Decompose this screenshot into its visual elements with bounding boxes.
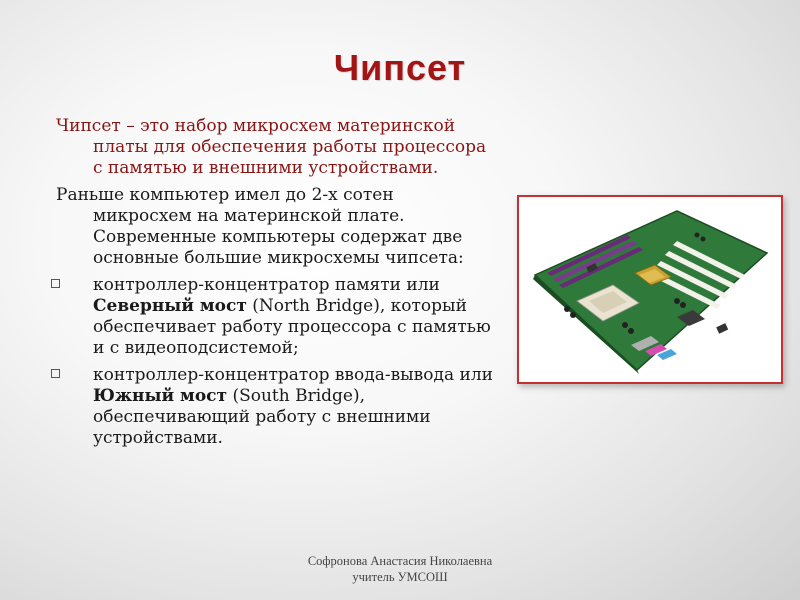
motherboard-image xyxy=(517,195,783,384)
slide-title: Чипсет xyxy=(333,47,467,88)
definition-paragraph: Чипсет – это набор микросхем материнской платы для обеспечения работы процессора с памятью и внешними устройствами. xyxy=(56,116,487,178)
bullet-text-before: контроллер-концентратор памяти или xyxy=(93,275,440,295)
bullet-text-before: контроллер-концентратор ввода-вывода или xyxy=(93,365,493,385)
bullet-bold-term: Южный мост xyxy=(93,386,228,406)
slide-footer xyxy=(0,553,800,585)
bullet-bold-term: Северный мост xyxy=(93,296,247,316)
motherboard-illustration xyxy=(527,205,773,374)
bullet-text-after: (North Bridge), который обеспечивает работу процессора с памятью и с видеоподсистемой; xyxy=(93,296,491,358)
bullet-text-after: (South Bridge), обеспечивающий работу с внешними устройствами. xyxy=(93,386,431,448)
intro-paragraph: Раньше компьютер имел до 2-х сотен микросхем на материнской плате. Современные компьютеры содержат две основные большие микросхемы чипсета: xyxy=(56,185,464,268)
square-bullet-icon xyxy=(51,279,60,288)
square-bullet-icon xyxy=(51,369,60,378)
slide-body xyxy=(56,116,496,455)
bullet-north-bridge xyxy=(56,275,496,359)
footer-author: Софронова Анастасия Николаевна xyxy=(307,554,493,568)
footer-position: учитель УМСОШ xyxy=(352,570,448,584)
bullet-south-bridge xyxy=(56,365,496,449)
